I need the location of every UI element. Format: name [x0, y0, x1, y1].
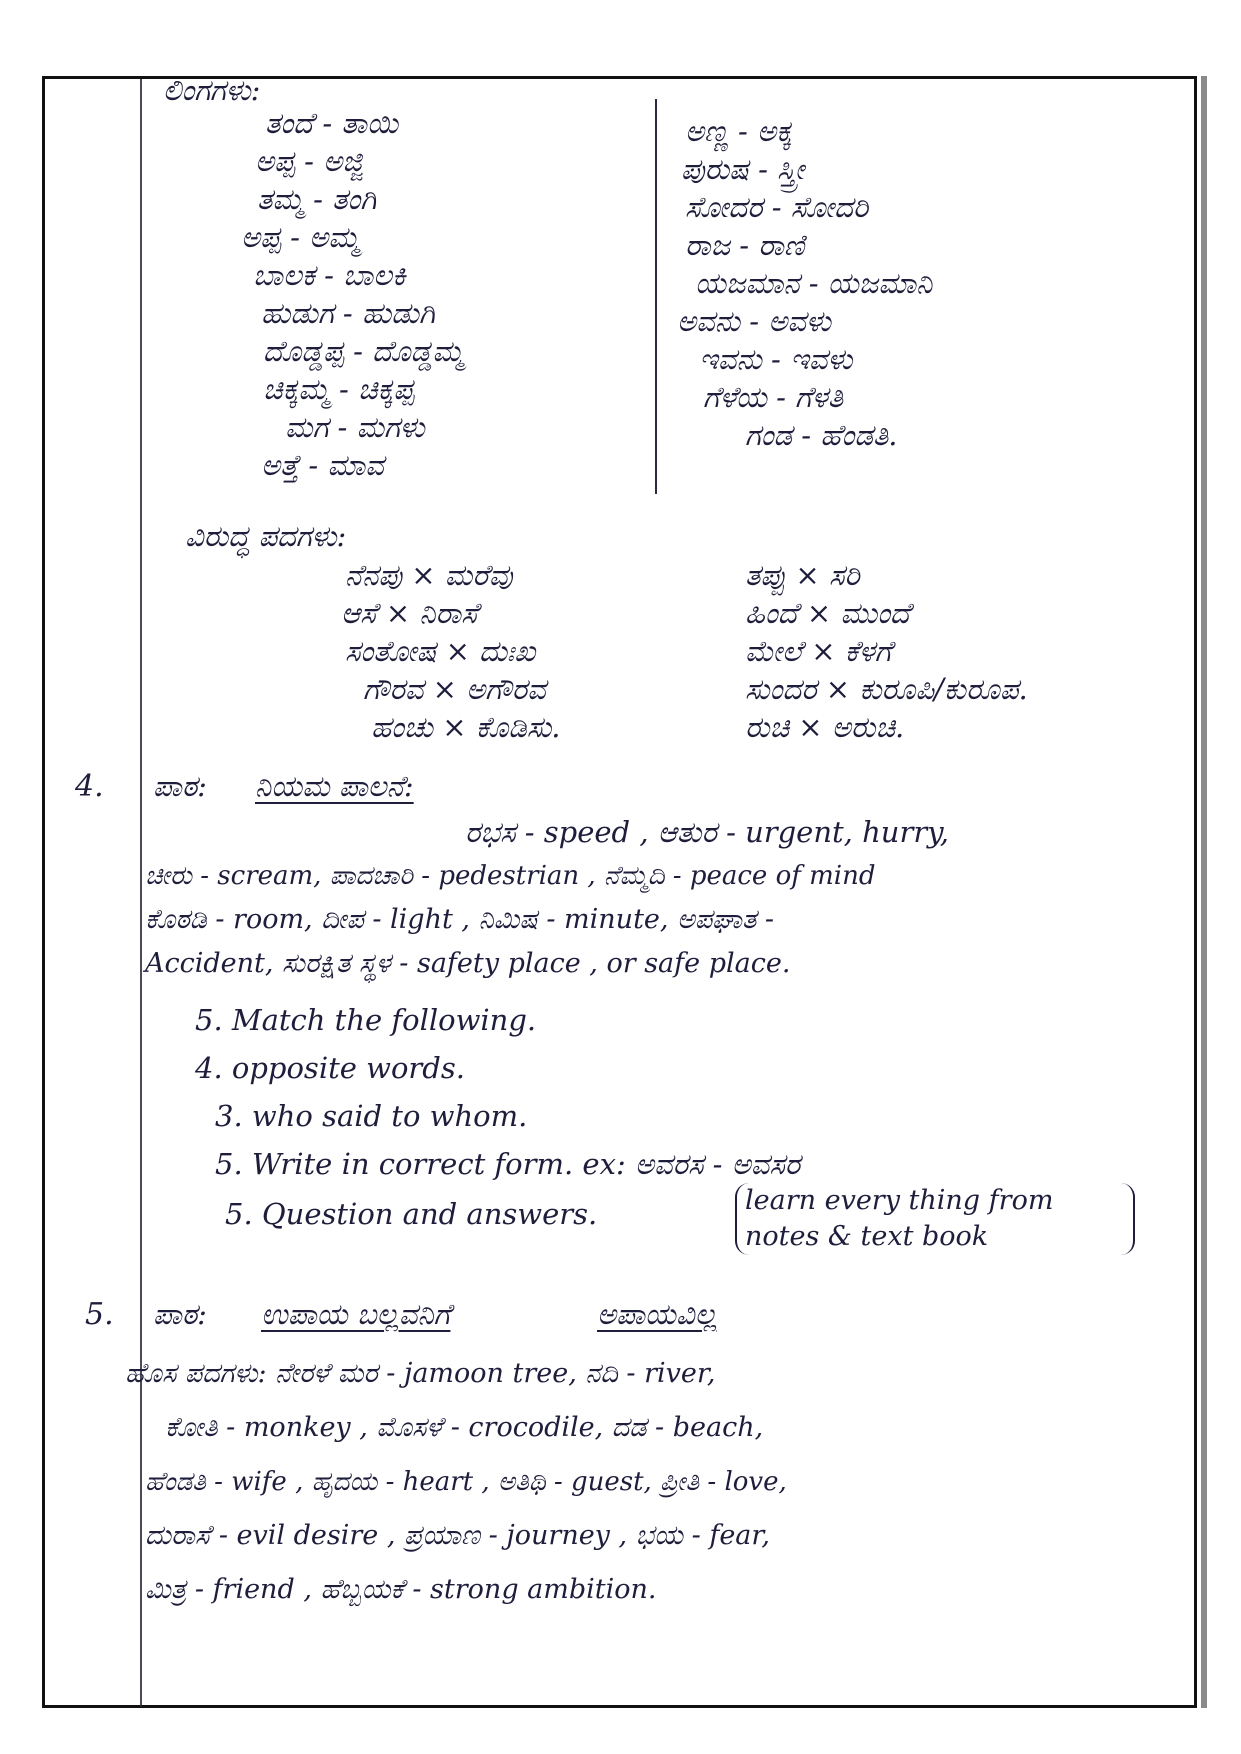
opposites-heading: ವಿರುದ್ಧ ಪದಗಳು: [185, 519, 347, 553]
opposite-pair-left: ಹಂಚು × ಕೊಡಿಸು. [371, 710, 561, 744]
opposite-pair-right: ತಪ್ಪು × ಸರಿ [745, 558, 860, 592]
lesson4-vocab-line: Accident, ಸುರಕ್ಷಿತ ಸ್ಥಳ - safety place , or safe place. [145, 948, 791, 979]
lesson4-number: 4. [75, 769, 104, 804]
gender-pair-left: ಅತ್ತೆ - ಮಾವ [261, 448, 384, 482]
opposite-pair-left: ನೆನಪು × ಮರೆವು [345, 558, 513, 592]
lesson4-task: 5. Question and answers. [225, 1197, 598, 1231]
genders-heading: ಲಿಂಗಗಳು: [163, 73, 261, 107]
lesson4-title: ನಿಯಮ ಪಾಲನೆ: [255, 769, 414, 803]
gender-pair-left: ದೊಡ್ಡಪ್ಪ - ದೊಡ್ಡಮ್ಮ [263, 334, 464, 368]
lesson4-task: 4. opposite words. [195, 1051, 465, 1085]
opposite-pair-right: ಸುಂದರ × ಕುರೂಪಿ/ಕುರೂಪ. [745, 672, 1028, 706]
gender-pair-left: ಅಪ್ಪ - ಅಜ್ಜಿ [255, 144, 364, 178]
gender-pair-right: ಗಂಡ - ಹೆಂಡತಿ. [745, 418, 898, 452]
lesson4-vocab-line: ಚೀರು - scream, ಪಾದಚಾರಿ - pedestrian , ನೆಮ್ಮದಿ - peace of mind [145, 861, 876, 891]
gender-pair-right: ಅವನು - ಅವಳು [677, 304, 832, 338]
opposite-pair-right: ರುಚಿ × ಅರುಚಿ. [745, 710, 905, 744]
gender-pair-right: ಇವನು - ಇವಳು [699, 342, 853, 376]
lesson5-title: ಉಪಾಯ ಬಲ್ಲವನಿಗೆ [261, 1297, 451, 1331]
margin-line [140, 79, 142, 1707]
gender-pair-left: ತಮ್ಮ - ತಂಗಿ [257, 182, 377, 216]
lesson4-note: learn every thing from notes & text book [735, 1183, 1135, 1255]
lesson5-title: ಅಪಾಯವಿಲ್ಲ [597, 1297, 717, 1331]
lesson5-label: ಪಾಠ: [153, 1297, 207, 1331]
lesson5-vocab-line: ದುರಾಸೆ - evil desire , ಪ್ರಯಾಣ - journey , ಭಯ - fear, [145, 1520, 770, 1551]
lesson5-vocab-line: ಹೆಂಡತಿ - wife , ಹೃದಯ - heart , ಅತಿಥಿ - guest, ಪ್ರೀತಿ - love, [145, 1467, 787, 1497]
lesson5-vocab-line: ಮಿತ್ರ - friend , ಹೆಬ್ಬಯಕೆ - strong ambition. [145, 1574, 657, 1605]
lesson5-number: 5. [85, 1297, 114, 1332]
opposite-pair-right: ಮೇಲೆ × ಕೆಳಗೆ [745, 634, 892, 668]
lesson4-task: 5. Write in correct form. ex: ಅವರಸ - ಅವಸರ [215, 1147, 801, 1181]
gender-pair-right: ರಾಜ - ರಾಣಿ [685, 228, 805, 262]
opposite-pair-right: ಹಿಂದೆ × ಮುಂದೆ [745, 596, 910, 630]
lesson5-vocab-line: ಕೋತಿ - monkey , ಮೊಸಳೆ - crocodile, ದಡ - beach, [165, 1412, 764, 1443]
lesson4-vocab-line: ರಭಸ - speed , ಆತುರ - urgent, hurry, [465, 815, 949, 849]
lesson5-vocab-line: ಹೊಸ ಪದಗಳು: ನೇರಳೆ ಮರ - jamoon tree, ನದಿ - river, [125, 1358, 716, 1389]
notebook-page [42, 73, 1197, 1708]
lesson4-label: ಪಾಠ: [153, 769, 207, 803]
gender-pair-right: ಪುರುಷ - ಸ್ತ್ರೀ [681, 152, 805, 186]
gender-pair-left: ಮಗ - ಮಗಳು [285, 410, 425, 444]
page-edge-shadow [1201, 76, 1207, 1708]
gender-pair-right: ಯಜಮಾನ - ಯಜಮಾನಿ [695, 266, 933, 300]
gender-pair-left: ಹುಡುಗ - ಹುಡುಗಿ [261, 296, 435, 330]
lesson4-vocab-line: ಕೊಠಡಿ - room, ದೀಪ - light , ನಿಮಿಷ - minute, ಅಪಘಾತ - [145, 904, 774, 935]
opposite-pair-left: ಸಂತೋಷ × ದುಃಖ [345, 634, 536, 668]
opposite-pair-left: ಆಸೆ × ನಿರಾಸೆ [341, 596, 478, 630]
lesson4-task: 3. who said to whom. [215, 1099, 528, 1133]
lesson4-task: 5. Match the following. [195, 1003, 537, 1037]
gender-pair-left: ಬಾಲಕ - ಬಾಲಕಿ [253, 258, 406, 292]
column-divider [655, 99, 657, 494]
gender-pair-right: ಅಣ್ಣ - ಅಕ್ಕ [685, 114, 792, 148]
gender-pair-right: ಗೆಳೆಯ - ಗೆಳತಿ [703, 380, 844, 414]
gender-pair-left: ಅಪ್ಪ - ಅಮ್ಮ [241, 220, 360, 254]
gender-pair-right: ಸೋದರ - ಸೋದರಿ [685, 190, 869, 224]
gender-pair-left: ಚಿಕ್ಕಮ್ಮ - ಚಿಕ್ಕಪ್ಪ [263, 372, 415, 406]
gender-pair-left: ತಂದೆ - ತಾಯಿ [265, 106, 399, 140]
opposite-pair-left: ಗೌರವ × ಅಗೌರವ [363, 672, 546, 706]
